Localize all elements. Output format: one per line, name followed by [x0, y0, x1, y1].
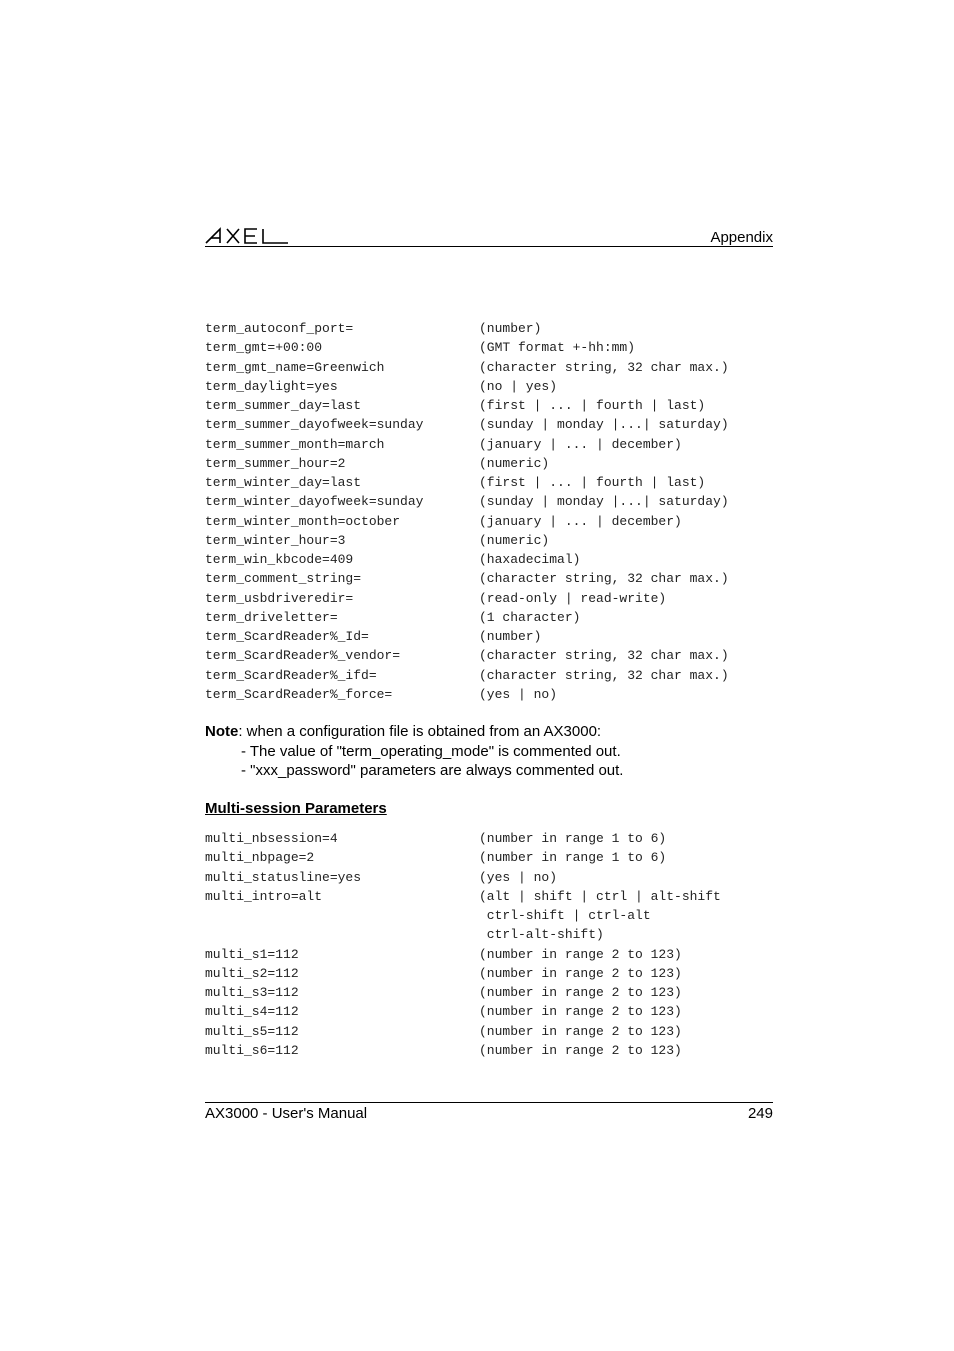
- parameter-description: (numeric): [479, 532, 550, 548]
- parameter-row: [205, 398, 773, 416]
- parameter-description: (haxadecimal): [479, 552, 581, 567]
- parameter-description: ctrl-alt-shift): [479, 927, 604, 943]
- parameter-key: multi_s6=112: [205, 1042, 299, 1058]
- parameter-row: [205, 966, 773, 984]
- parameter-row: [205, 1004, 773, 1022]
- parameter-description: (yes | no): [479, 869, 558, 885]
- parameter-key: multi_statusline=yes: [205, 869, 362, 885]
- parameter-description: (first | ... | fourth | last): [479, 475, 706, 490]
- parameter-description: (GMT format +-hh:mm): [479, 340, 636, 356]
- parameter-row: [205, 456, 773, 474]
- parameter-row: [205, 889, 773, 907]
- page-number: 249: [747, 1105, 773, 1122]
- parameter-row: [205, 850, 773, 868]
- parameter-key: multi_nbsession=4: [205, 831, 338, 846]
- parameter-row: [205, 321, 773, 339]
- parameter-key: term_summer_month=march: [205, 436, 385, 452]
- parameter-key: term_win_kbcode=409: [205, 552, 354, 567]
- note-label: Note: [205, 723, 239, 740]
- parameter-description: (number in range 2 to 123): [479, 985, 682, 1000]
- page-header: [205, 224, 773, 247]
- parameter-row: [205, 648, 773, 666]
- parameter-description: (first | ... | fourth | last): [479, 398, 706, 413]
- parameter-row: [205, 340, 773, 358]
- section-name: Appendix: [710, 229, 773, 246]
- parameter-key: term_comment_string=: [205, 571, 362, 587]
- parameter-key: term_winter_month=october: [205, 513, 401, 529]
- parameter-description: (number in range 2 to 123): [479, 1023, 682, 1039]
- parameter-row: [205, 831, 773, 849]
- parameter-key: multi_s5=112: [205, 1023, 299, 1039]
- page-footer: [205, 1102, 773, 1127]
- parameter-row: [205, 870, 773, 888]
- parameter-row: [205, 610, 773, 628]
- parameter-description: (yes | no): [479, 686, 558, 702]
- parameter-description: (number in range 2 to 123): [479, 1004, 682, 1020]
- parameter-description: (alt | shift | ctrl | alt-shift: [479, 888, 721, 904]
- parameter-key: term_ScardReader%_Id=: [205, 629, 369, 644]
- parameter-row: [205, 1043, 773, 1061]
- parameter-row: [205, 475, 773, 493]
- parameter-description: (no | yes): [479, 378, 558, 394]
- parameter-row: [205, 571, 773, 589]
- parameter-row: [205, 668, 773, 686]
- parameter-description: (character string, 32 char max.): [479, 571, 729, 587]
- parameter-key: term_ScardReader%_force=: [205, 686, 393, 702]
- parameter-row: [205, 437, 773, 455]
- parameter-description: (1 character): [479, 609, 581, 625]
- parameter-key: term_summer_day=last: [205, 398, 362, 413]
- parameter-key: multi_s1=112: [205, 946, 299, 962]
- note-block: [205, 722, 773, 781]
- parameter-description: (number in range 1 to 6): [479, 850, 667, 866]
- parameter-description: (number in range 2 to 123): [479, 946, 682, 962]
- parameter-description: (character string, 32 char max.): [479, 359, 729, 375]
- note-item: - "xxx_password" parameters are always commented out.: [241, 762, 624, 779]
- parameter-description: (january | ... | december): [479, 436, 682, 452]
- parameter-key: term_gmt_name=Greenwich: [205, 359, 385, 375]
- parameter-key: multi_nbpage=2: [205, 850, 315, 866]
- parameter-row: [205, 1024, 773, 1042]
- parameter-key: term_winter_hour=3: [205, 532, 346, 548]
- parameter-description: (number in range 1 to 6): [479, 831, 667, 846]
- parameter-row: [205, 629, 773, 647]
- parameter-row: [205, 533, 773, 551]
- section-title: Multi-session Parameters: [205, 800, 387, 817]
- parameter-row: [205, 908, 773, 926]
- parameter-description: (sunday | monday |...| saturday): [479, 494, 729, 510]
- parameter-key: multi_intro=alt: [205, 888, 323, 904]
- manual-title: AX3000 - User's Manual: [205, 1105, 368, 1122]
- parameter-row: [205, 514, 773, 532]
- parameter-row: [205, 494, 773, 512]
- parameter-key: term_ScardReader%_ifd=: [205, 667, 377, 683]
- parameter-description: (number): [479, 629, 542, 644]
- parameter-key: term_ScardReader%_vendor=: [205, 648, 401, 664]
- parameter-key: term_driveletter=: [205, 609, 338, 625]
- parameter-key: term_usbdriveredir=: [205, 590, 354, 606]
- parameter-key: multi_s3=112: [205, 985, 299, 1000]
- parameter-description: (character string, 32 char max.): [479, 648, 729, 664]
- parameter-row: [205, 947, 773, 965]
- parameter-key: term_daylight=yes: [205, 378, 338, 394]
- parameter-row: [205, 591, 773, 609]
- parameter-key: term_winter_day=last: [205, 475, 362, 490]
- parameter-description: (number): [479, 321, 542, 336]
- parameter-key: term_summer_hour=2: [205, 455, 346, 471]
- parameter-row: [205, 360, 773, 378]
- parameter-key: term_summer_dayofweek=sunday: [205, 417, 424, 433]
- parameter-row: [205, 985, 773, 1003]
- parameter-description: (character string, 32 char max.): [479, 667, 729, 683]
- parameter-key: multi_s4=112: [205, 1004, 299, 1020]
- parameter-description: (number in range 2 to 123): [479, 1042, 682, 1058]
- parameter-description: (read-only | read-write): [479, 590, 667, 606]
- parameter-description: (sunday | monday |...| saturday): [479, 417, 729, 433]
- parameter-row: [205, 379, 773, 397]
- parameter-description: (numeric): [479, 455, 550, 471]
- axel-logo: [205, 226, 289, 246]
- note-item: - The value of "term_operating_mode" is commented out.: [241, 742, 621, 760]
- parameter-key: multi_s2=112: [205, 965, 299, 981]
- parameter-row: [205, 552, 773, 570]
- parameter-row: [205, 927, 773, 945]
- parameter-description: (number in range 2 to 123): [479, 965, 682, 981]
- note-text: : when a configuration file is obtained from an AX3000:: [238, 723, 602, 740]
- parameter-row: [205, 417, 773, 435]
- parameter-description: (january | ... | december): [479, 513, 682, 529]
- parameter-key: term_gmt=+00:00: [205, 340, 323, 356]
- parameter-description: ctrl-shift | ctrl-alt: [479, 908, 651, 923]
- parameter-key: term_winter_dayofweek=sunday: [205, 494, 424, 510]
- parameter-row: [205, 687, 773, 705]
- parameter-key: term_autoconf_port=: [205, 321, 354, 336]
